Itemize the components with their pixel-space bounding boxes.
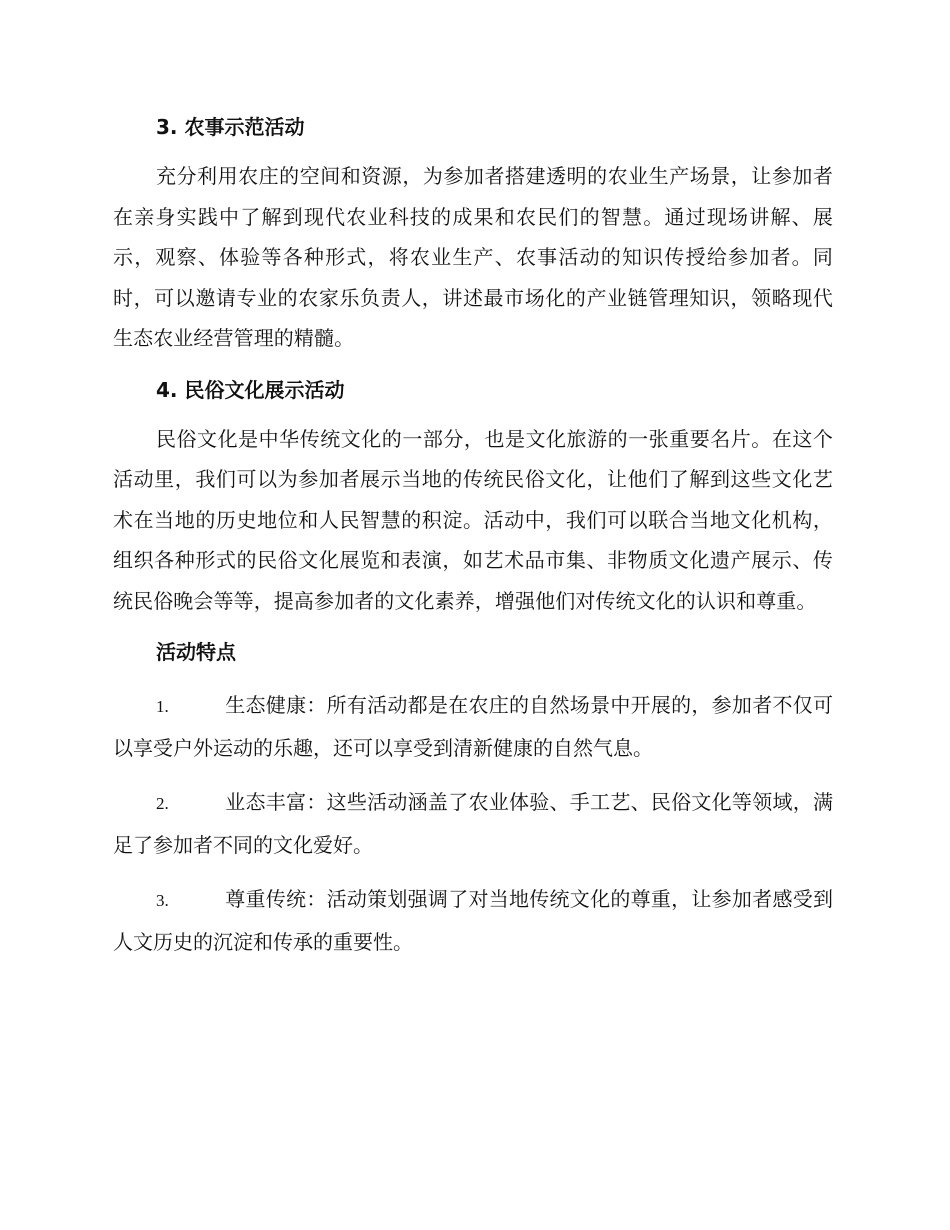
list-item-number: 1. <box>156 697 169 716</box>
feature-list-item <box>113 879 833 962</box>
section-paragraph-folk-culture: 民俗文化是中华传统文化的一部分，也是文化旅游的一张重要名片。在这个活动里，我们可以为参加者展示当地的传统民俗文化，让他们了解到这些文化艺术在当地的历史地位和人民智慧的积淀。活动中，我们可以联合当地文化机构，组织各种形式的民俗文化展览和表演，如艺术品市集、非物质文化遗产展示、传统民俗晚会等等，提高参加者的文化素养，增强他们对传统文化的认识和尊重。 <box>113 426 833 613</box>
list-item-text: 生态健康：所有活动都是在农庄的自然场景中开展的，参加者不仅可以享受户外运动的乐趣，还可以享受到清新健康的自然气息。 <box>113 693 833 760</box>
list-item-number: 2. <box>156 794 169 813</box>
list-item-number: 3. <box>156 891 169 910</box>
feature-list-item <box>113 685 833 768</box>
section-heading-farming-demo: 3. 农事示范活动 <box>156 115 305 139</box>
document-body <box>113 108 833 976</box>
list-item-text: 业态丰富：这些活动涵盖了农业体验、手工艺、民俗文化等领域，满足了参加者不同的文化爱好。 <box>113 790 833 857</box>
list-item-text: 尊重传统：活动策划强调了对当地传统文化的尊重，让参加者感受到人文历史的沉淀和传承的重要性。 <box>113 887 833 954</box>
section-heading-folk-culture: 4. 民俗文化展示活动 <box>156 377 345 402</box>
section-paragraph-farming-demo: 充分利用农庄的空间和资源，为参加者搭建透明的农业生产场景，让参加者在亲身实践中了解到现代农业科技的成果和农民们的智慧。通过现场讲解、展示，观察、体验等各种形式，将农业生产、农事活动的知识传授给参加者。同时，可以邀请专业的农家乐负责人，讲述最市场化的产业链管理知识，领略现代生态农业经营管理的精髓。 <box>113 164 833 350</box>
feature-list-item <box>113 782 833 865</box>
features-heading: 活动特点 <box>156 640 236 664</box>
